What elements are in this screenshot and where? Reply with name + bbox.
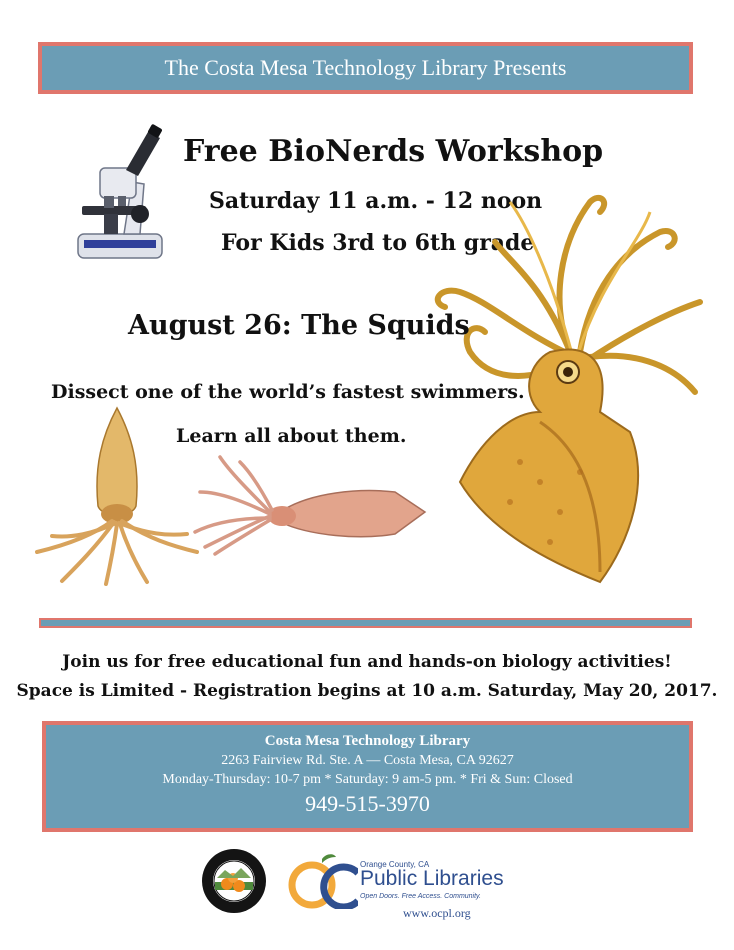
ocpl-url-link[interactable]: www.ocpl.org: [403, 906, 471, 920]
library-info-box: [42, 721, 693, 832]
ocpl-tagline: Open Doors. Free Access. Community.: [360, 893, 481, 900]
library-hours: Monday-Thursday: 10-7 pm * Saturday: 9 am-5 pm. * Fri & Sun: Closed: [162, 772, 573, 787]
ocpl-mark-icon: [288, 853, 358, 909]
ocpl-logo[interactable]: [288, 853, 538, 923]
workshop-title: Free BioNerds Workshop: [183, 134, 604, 169]
session-heading: August 26: The Squids: [128, 310, 470, 341]
library-phone: 949-515-3970: [305, 791, 430, 816]
squid-illustration-side: [190, 452, 430, 557]
section-divider: [39, 618, 692, 628]
county-seal: [201, 848, 267, 914]
library-name: Costa Mesa Technology Library: [264, 733, 471, 749]
microscope-illustration: [74, 122, 166, 267]
registration-line: Space is Limited - Registration begins at 10 a.m. Saturday, May 20, 2017.: [16, 681, 718, 701]
header-banner: [38, 42, 693, 94]
banner-text: The Costa Mesa Technology Library Presents: [164, 55, 567, 80]
workshop-time: Saturday 11 a.m. - 12 noon: [209, 188, 543, 214]
ocpl-name: Public Libraries: [360, 867, 504, 890]
ocpl-region: Orange County, CA: [360, 860, 430, 869]
promo-line: Join us for free educational fun and hands-on biology activities!: [62, 652, 672, 672]
squid-illustration-small: [32, 406, 202, 586]
session-description-2: Learn all about them.: [176, 425, 407, 447]
session-description: Dissect one of the world’s fastest swimmers.: [51, 381, 525, 403]
workshop-audience: For Kids 3rd to 6th grade: [221, 230, 535, 256]
library-address: 2263 Fairview Rd. Ste. A — Costa Mesa, CA 92627: [221, 753, 514, 768]
